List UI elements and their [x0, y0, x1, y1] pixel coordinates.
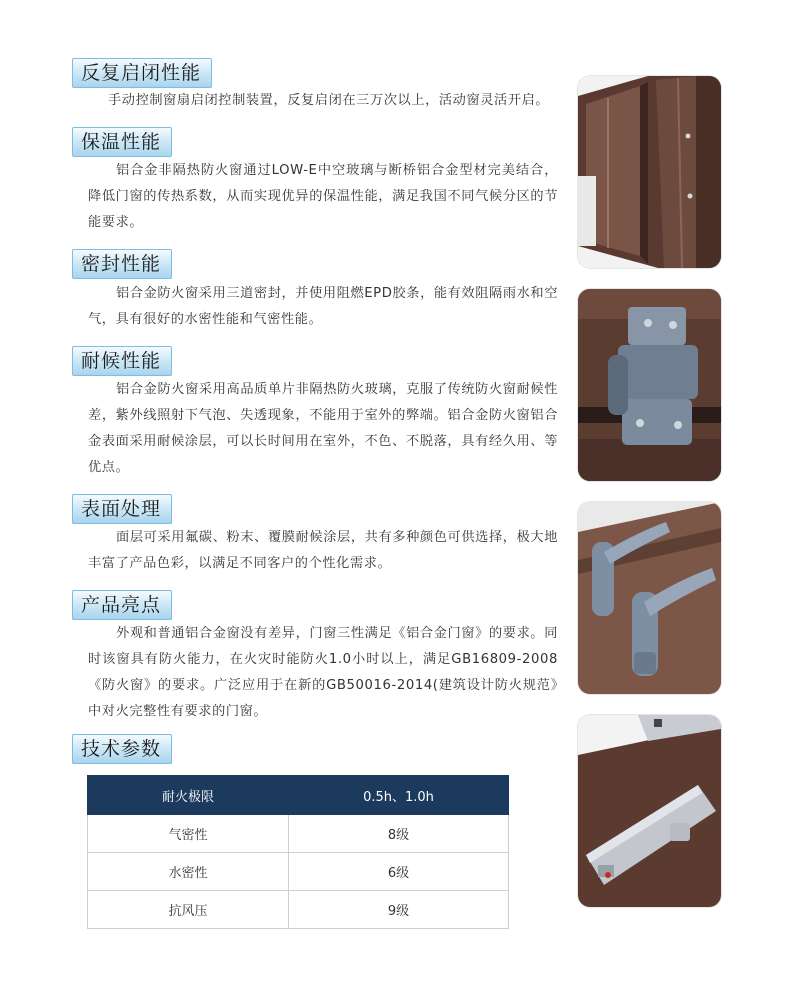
hinge-icon	[578, 289, 721, 481]
heading-product-highlights: 产品亮点	[72, 590, 172, 620]
para-sealing: 铝合金防火窗采用三道密封，并使用阻燃EPD胶条，能有效阻隔雨水和空气，具有很好的水密性能和气密性能。	[88, 286, 558, 327]
table-cell: 气密性	[88, 815, 289, 853]
heading-insulation: 保温性能	[72, 127, 172, 157]
photo-hinge	[578, 289, 721, 481]
heading-reopen-performance: 反复启闭性能	[72, 58, 212, 88]
table-cell: 9级	[289, 891, 509, 929]
para-surface-treatment: 面层可采用氟碳、粉末、覆膜耐候涂层，共有多种颜色可供选择，极大地丰富了产品色彩，以满足不同客户的个性化需求。	[88, 530, 558, 571]
params-table	[87, 775, 509, 929]
heading-sealing: 密封性能	[72, 249, 172, 279]
para-insulation: 铝合金非隔热防火窗通过LOW-E中空玻璃与断桥铝合金型材完美结合，降低门窗的传热系数，从而实现优异的保温性能，满足我国不同气候分区的节能要求。	[88, 163, 558, 230]
heading-weather-resistance: 耐候性能	[72, 346, 172, 376]
table-cell: 8级	[289, 815, 509, 853]
door-closer-icon	[578, 715, 721, 907]
photo-door-closer	[578, 715, 721, 907]
para-weather-resistance: 铝合金防火窗采用高品质单片非隔热防火玻璃，克服了传统防火窗耐候性差，紫外线照射下气泡、失透现象，不能用于室外的弊端。铝合金防火窗铝合金表面采用耐候涂层，可以长时间用在室外，不色、不脱落，具有经久用、等优点。	[88, 382, 558, 475]
table-cell: 抗风压	[88, 891, 289, 929]
photo-window-frame	[578, 76, 721, 268]
table-row	[88, 853, 509, 891]
table-cell: 6级	[289, 853, 509, 891]
para-product-highlights: 外观和普通铝合金窗没有差异，门窗三性满足《铝合金门窗》的要求。同时该窗具有防火能力，在火灾时能防火1.0小时以上，满足GB16809-2008《防火窗》的要求。广泛应用于在新的GB50016-2014(建筑设计防火规范》中对火完整性有要求的门窗。	[88, 626, 558, 719]
table-row	[88, 891, 509, 929]
params-header-row	[88, 776, 509, 815]
window-handle-icon	[578, 502, 721, 694]
photo-handles	[578, 502, 721, 694]
table-cell: 水密性	[88, 853, 289, 891]
heading-surface-treatment: 表面处理	[72, 494, 172, 524]
para-reopen-performance: 手动控制窗扇启闭控制装置，反复启闭在三万次以上，活动窗灵活开启。	[108, 93, 550, 108]
params-header-cell: 耐火极限	[88, 776, 289, 815]
params-header-cell: 0.5h、1.0h	[289, 776, 509, 815]
table-row	[88, 815, 509, 853]
heading-technical-params: 技术参数	[72, 734, 172, 764]
window-frame-profile-icon	[578, 76, 721, 268]
